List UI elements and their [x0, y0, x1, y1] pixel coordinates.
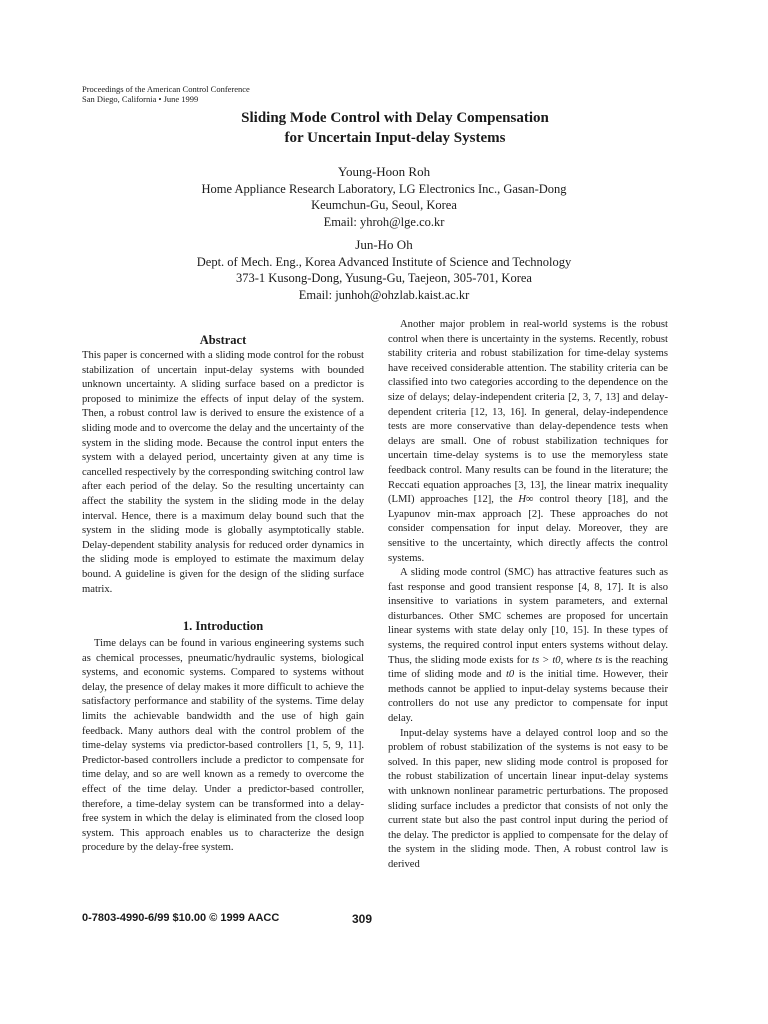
inline-math: t0 [505, 669, 515, 681]
author-address: 373-1 Kusong-Dong, Yusung-Gu, Taejeon, 305-701, Korea [236, 271, 532, 285]
paragraph-text: is the initial time. However, their methods cannot be applied to input-delay systems because their controllers do not use any predictor to compensate for input delay. [388, 669, 668, 725]
paragraph-text: , where [560, 654, 593, 666]
paragraph-text: Another major problem in real-world systems is the robust control when there is uncertainty in the systems. Recently, robust stability criteria and robust stabilization for time-delay systems have received considerable attention. The stability criteria can be classified into two categories according to the dependence on the size of delays; delay-independent criteria [2, 3, 7, 13] and delay-dependent criteria [12, 13, 16]. In general, delay-independence tests are more conservative than delay-dependence tests when delays are small. One of robust stabilization techniques for uncertain time-delay systems is to use the memoryless state feedback control. Many results can be found in the literature; the Reccati equation approaches [3, 13], the linear matrix inequality (LMI) approaches [12], the [388, 319, 668, 506]
author-affiliation: Dept. of Mech. Eng., Korea Advanced Institute of Science and Technology [196, 254, 572, 269]
author-affiliation: Home Appliance Research Laboratory, LG Electronics Inc., Gasan-Dong [201, 181, 567, 196]
intro-paragraph-2 [388, 318, 668, 566]
title-line-2: for Uncertain Input-delay Systems [284, 130, 506, 146]
author-address: Keumchun-Gu, Seoul, Korea [311, 198, 457, 212]
intro-paragraph-1: Time delays can be found in various engineering systems such as chemical processes, pneumatic/hydraulic systems, biological systems, and economic systems. Compared to systems without delay, the presence of delay makes it more difficult to achieve the satisfactory performance and stability of the systems. Time delay limits the achievable bandwidth and the use of high gain feedback. Many authors deal with the control problem of the time-delay systems via predictor-based controllers [1, 5, 9, 11]. Predictor-based controllers include a predictor to compensate for time delay, and so are well known as a remedy to overcome the effect of the time delay. Under a predictor-based controller, therefore, a time-delay system can be transformed into a delay-free system in which the delay is eliminated from the closed loop system. This approach enables us to characterize the design procedure by the delay-free system. [82, 638, 364, 854]
author-name: Young-Hoon Roh [337, 164, 431, 179]
author-block-1 [0, 164, 768, 230]
inline-math: ts [595, 654, 603, 666]
h-infinity-symbol: H∞ [518, 494, 534, 506]
right-column [388, 318, 668, 873]
left-column [82, 318, 364, 856]
author-email: Email: junhoh@ohzlab.kaist.ac.kr [298, 287, 470, 302]
conference-location: San Diego, California • June 1999 [82, 94, 199, 104]
abstract-text: This paper is concerned with a sliding mode control for the robust stabilization of uncertain input-delay systems with bounded unknown uncertainty. A sliding surface based on a predictor is proposed to minimize the effects of input delay of the system. Then, a robust control law is derived to ensure the existence of a sliding mode and to overcome the delay and the uncertainty of the system in the sliding mode. Because the control input enters the system with a delayed period, uncertainty given at any time is cancelled respectively by the corresponding switching control law after each period of the delay. So the resulting uncertainty can affect the stability the system in the sliding mode in the delay interval. Hence, there is a maximum delay bound such that the system in the sliding mode is globally asymptotically stable. Delay-dependent stability analysis for reduced order dynamics in the sliding mode is employed to estimate the maximum delay bound. A guideline is given for the design of the sliding surface matrix. [82, 350, 364, 595]
title-line-1: Sliding Mode Control with Delay Compensation [241, 110, 549, 126]
introduction-heading: 1. Introduction [182, 619, 264, 634]
intro-paragraph-3 [388, 566, 668, 727]
paragraph-text: control theory [18], and the Lyapunov min-max approach [2]. These approaches do not consider compensation for input delay. Moreover, they are sensitive to the uncertainty, which directly affects the control systems. [388, 494, 669, 564]
author-block-2 [0, 237, 768, 303]
intro-paragraph-4: Input-delay systems have a delayed control loop and so the problem of robust stabilization of the systems is not easy to be solved. In this paper, new sliding mode control is proposed for the robust stabilization of uncertain linear input-delay systems with unknown nonlinear parametric perturbations. The proposed sliding surface includes a predictor that consists of not only the current state but also the past control input during the period of the delay. The predictor is applied to compensate for the delay of the system in the sliding mode. Then, A robust control law is derived [388, 727, 668, 870]
inline-math: ts > t0 [532, 654, 561, 666]
page-number: 309 [352, 912, 373, 926]
conference-name: Proceedings of the American Control Conference [82, 84, 250, 94]
paragraph-text: A sliding mode control (SMC) has attractive features such as fast response and good transient response [4, 8, 17]. It is also insensitive to variations in system parameters, and external disturbances. Other SMC schemes are proposed for uncertain linear systems with state delay only [10, 15]. In these types of systems, the required control input enters systems without delay. Thus, the sliding mode exists for [388, 567, 668, 666]
paragraph-text: is the reaching time of sliding mode and [388, 654, 668, 681]
author-name: Jun-Ho Oh [355, 237, 413, 252]
copyright-line: 0-7803-4990-6/99 $10.00 © 1999 AACC [82, 912, 280, 924]
conference-header [82, 84, 250, 104]
abstract-heading: Abstract [199, 333, 247, 347]
author-email: Email: yhroh@lge.co.kr [323, 214, 445, 229]
paper-title [0, 108, 768, 148]
